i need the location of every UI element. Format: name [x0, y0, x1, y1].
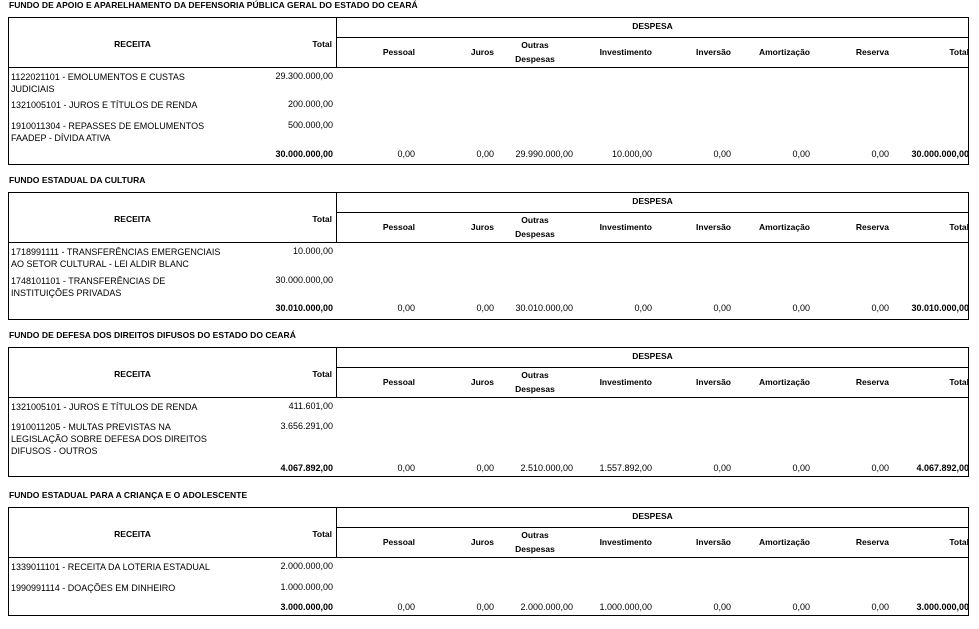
receita-item-text: AO SETOR CULTURAL - LEI ALDIR BLANC	[11, 259, 189, 269]
header-investimento: Investimento	[599, 377, 652, 387]
total-reserva-value: 0,00	[871, 463, 889, 473]
receita-item-value: 10.000,00	[292, 246, 333, 256]
header-receita: RECEITA	[114, 214, 151, 224]
header-divider	[9, 557, 968, 558]
total-receita-value: 30.000.000,00	[275, 149, 333, 159]
receita-item-text: 1748101101 - TRANSFERÊNCIAS DE	[11, 276, 166, 286]
total-inversao-value: 0,00	[713, 303, 731, 313]
total-pessoal-value: 0,00	[397, 463, 415, 473]
header-outras-2: Despesas	[515, 384, 555, 394]
total-reserva-value: 0,00	[871, 303, 889, 313]
header-despesa: DESPESA	[632, 351, 673, 361]
header-total-despesa: Total	[949, 377, 969, 387]
fund-title: FUNDO DE DEFESA DOS DIREITOS DIFUSOS DO ESTADO DO CEARÁ	[9, 330, 296, 340]
header-outras-2: Despesas	[515, 229, 555, 239]
receita-item	[11, 582, 261, 594]
total-juros-value: 0,00	[476, 303, 494, 313]
despesa-divider	[336, 527, 968, 528]
receita-item	[11, 561, 261, 573]
total-outras-value: 29.990.000,00	[515, 149, 573, 159]
total-investimento-value: 0,00	[634, 303, 652, 313]
total-investimento-value: 10.000,00	[611, 149, 652, 159]
receita-item-text: FAADEP - DÍVIDA ATIVA	[11, 133, 111, 143]
total-investimento-value: 1.000.000,00	[599, 602, 652, 612]
receita-item-text: LEGISLAÇÃO SOBRE DEFESA DOS DIREITOS	[11, 434, 207, 444]
total-inversao-value: 0,00	[713, 602, 731, 612]
header-receita: RECEITA	[114, 369, 151, 379]
total-pessoal-value: 0,00	[397, 149, 415, 159]
header-outras-2: Despesas	[515, 54, 555, 64]
header-receita: RECEITA	[114, 39, 151, 49]
header-juros: Juros	[470, 377, 494, 387]
total-outras-value: 30.010.000,00	[515, 303, 573, 313]
header-total-receita: Total	[312, 529, 332, 539]
header-amortizacao: Amortização	[758, 537, 810, 547]
header-reserva: Reserva	[855, 377, 889, 387]
receita-item-value: 30.000.000,00	[275, 275, 333, 285]
total-outras-value: 2.510.000,00	[520, 463, 573, 473]
header-outras-1: Outras	[521, 370, 549, 380]
fund-title: FUNDO DE APOIO E APARELHAMENTO DA DEFENSORIA PÚBLICA GERAL DO ESTADO DO CEARÁ	[9, 0, 418, 10]
receita-item-text: 1718991111 - TRANSFERÊNCIAS EMERGENCIAIS	[11, 247, 221, 257]
total-amortizacao-value: 0,00	[792, 602, 810, 612]
total-pessoal-value: 0,00	[397, 303, 415, 313]
header-pessoal: Pessoal	[382, 537, 415, 547]
total-reserva-value: 0,00	[871, 602, 889, 612]
total-despesa-value: 4.067.892,00	[916, 463, 969, 473]
header-juros: Juros	[470, 222, 494, 232]
receita-item-value: 2.000.000,00	[280, 561, 333, 571]
header-amortizacao: Amortização	[758, 222, 810, 232]
header-total-despesa: Total	[949, 47, 969, 57]
header-outras-1: Outras	[521, 215, 549, 225]
header-outras-1: Outras	[521, 530, 549, 540]
header-despesa: DESPESA	[632, 196, 673, 206]
header-reserva: Reserva	[855, 47, 889, 57]
receita-item-text: 1122021101 - EMOLUMENTOS E CUSTAS	[11, 72, 185, 82]
receita-item-value: 200.000,00	[287, 99, 333, 109]
header-reserva: Reserva	[855, 222, 889, 232]
header-investimento: Investimento	[599, 47, 652, 57]
header-total-receita: Total	[312, 214, 332, 224]
fund-title: FUNDO ESTADUAL DA CULTURA	[9, 175, 146, 185]
total-despesa-value: 3.000.000,00	[916, 602, 969, 612]
receita-item-text: 1321005101 - JUROS E TÍTULOS DE RENDA	[11, 100, 198, 110]
header-despesa: DESPESA	[632, 21, 673, 31]
header-total-despesa: Total	[949, 537, 969, 547]
receita-item-text: DIFUSOS - OUTROS	[11, 446, 98, 456]
header-total-receita: Total	[312, 369, 332, 379]
total-inversao-value: 0,00	[713, 149, 731, 159]
receita-item-text: JUDICIAIS	[11, 84, 55, 94]
header-inversao: Inversão	[696, 222, 731, 232]
header-amortizacao: Amortização	[758, 47, 810, 57]
header-pessoal: Pessoal	[382, 47, 415, 57]
header-pessoal: Pessoal	[382, 222, 415, 232]
total-receita-value: 3.000.000,00	[280, 602, 333, 612]
fund-title: FUNDO ESTADUAL PARA A CRIANÇA E O ADOLESCENTE	[9, 490, 248, 500]
receita-item-text: 1910011304 - REPASSES DE EMOLUMENTOS	[11, 121, 205, 131]
header-receita: RECEITA	[114, 529, 151, 539]
receita-item-text: INSTITUIÇÕES PRIVADAS	[11, 288, 122, 298]
total-outras-value: 2.000.000,00	[520, 602, 573, 612]
total-amortizacao-value: 0,00	[792, 463, 810, 473]
header-pessoal: Pessoal	[382, 377, 415, 387]
total-receita-value: 30.010.000,00	[275, 303, 333, 313]
total-inversao-value: 0,00	[713, 463, 731, 473]
header-despesa: DESPESA	[632, 511, 673, 521]
receita-item-text: 1910011205 - MULTAS PREVISTAS NA	[11, 422, 171, 432]
receita-item-value: 3.656.291,00	[280, 421, 333, 431]
total-juros-value: 0,00	[476, 149, 494, 159]
header-juros: Juros	[470, 47, 494, 57]
total-amortizacao-value: 0,00	[792, 149, 810, 159]
header-investimento: Investimento	[599, 222, 652, 232]
receita-item-value: 500.000,00	[287, 120, 333, 130]
total-juros-value: 0,00	[476, 602, 494, 612]
total-investimento-value: 1.557.892,00	[599, 463, 652, 473]
receita-item-text: 1339011101 - RECEITA DA LOTERIA ESTADUAL	[11, 562, 210, 572]
column-divider	[336, 508, 337, 557]
header-inversao: Inversão	[696, 377, 731, 387]
total-receita-value: 4.067.892,00	[280, 463, 333, 473]
receita-item-text: 1990991114 - DOAÇÕES EM DINHEIRO	[11, 583, 176, 593]
header-amortizacao: Amortização	[758, 377, 810, 387]
header-juros: Juros	[470, 537, 494, 547]
total-reserva-value: 0,00	[871, 149, 889, 159]
header-investimento: Investimento	[599, 537, 652, 547]
receita-item-value: 411.601,00	[288, 401, 333, 411]
total-pessoal-value: 0,00	[397, 602, 415, 612]
receita-item-value: 1.000.000,00	[280, 582, 333, 592]
receita-item-text: 1321005101 - JUROS E TÍTULOS DE RENDA	[11, 402, 198, 412]
header-total-receita: Total	[312, 39, 332, 49]
header-outras-1: Outras	[521, 40, 549, 50]
total-despesa-value: 30.010.000,00	[911, 303, 969, 313]
receita-item-value: 29.300.000,00	[275, 71, 333, 81]
header-reserva: Reserva	[855, 537, 889, 547]
total-amortizacao-value: 0,00	[792, 303, 810, 313]
header-total-despesa: Total	[949, 222, 969, 232]
total-despesa-value: 30.000.000,00	[911, 149, 969, 159]
header-inversao: Inversão	[696, 537, 731, 547]
total-juros-value: 0,00	[476, 463, 494, 473]
header-inversao: Inversão	[696, 47, 731, 57]
header-outras-2: Despesas	[515, 544, 555, 554]
